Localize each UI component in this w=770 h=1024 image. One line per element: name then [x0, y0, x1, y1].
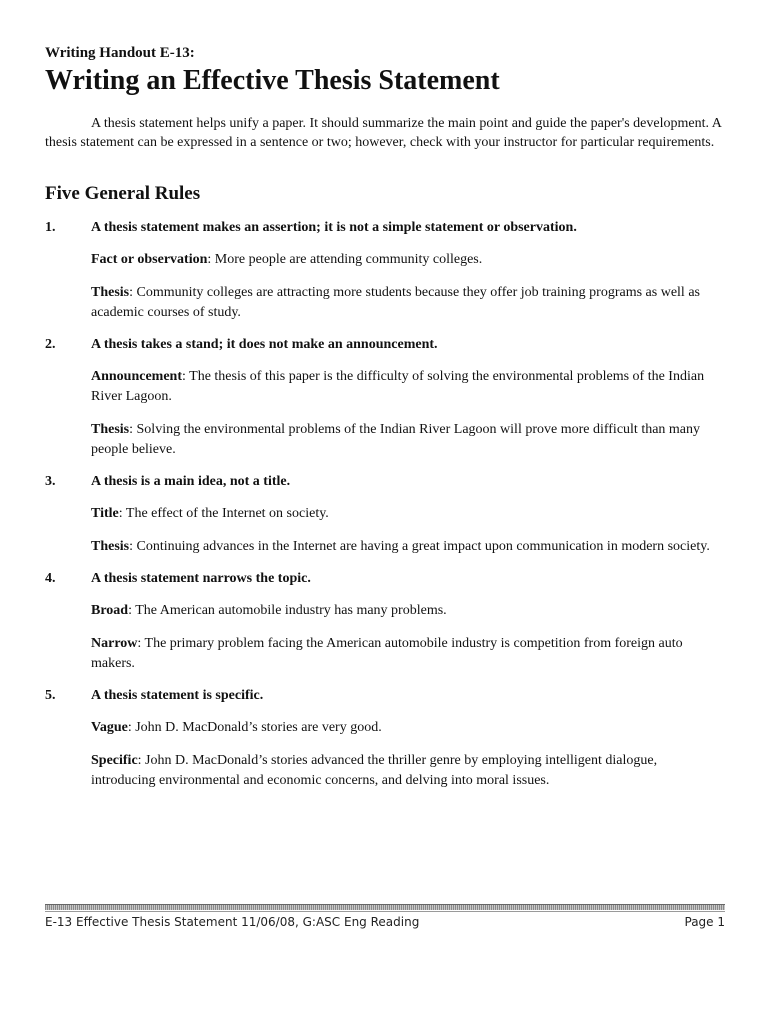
rules-list — [45, 218, 725, 791]
example-text: : Continuing advances in the Internet are having a great impact upon communication in modern society. — [129, 539, 710, 554]
rule-heading: A thesis statement narrows the topic. — [91, 571, 311, 586]
example-label: Title — [91, 506, 119, 521]
example-text: : John D. MacDonald’s stories advanced the thriller genre by employing intelligent dialogue, introducing environmental and economic concerns, and delving into moral issues. — [91, 753, 658, 788]
example-text: : The effect of the Internet on society. — [118, 506, 329, 521]
example-text: : Community colleges are attracting more students because they offer job training programs as well as academic courses of study. — [91, 285, 700, 320]
rule-item — [45, 218, 725, 323]
rule-item — [45, 472, 725, 557]
rule-number: 2. — [45, 337, 56, 352]
footer-divider-thin — [45, 911, 725, 912]
example-label: Announcement — [91, 369, 183, 384]
rule-example — [91, 634, 725, 674]
example-label: Broad — [91, 603, 129, 618]
example-label: Narrow — [91, 636, 138, 651]
rule-example — [91, 718, 725, 738]
document-page — [45, 44, 725, 803]
rule-example — [91, 537, 725, 557]
example-text: : The thesis of this paper is the difficulty of solving the environmental problems of the Indian River Lagoon. — [91, 369, 705, 404]
footer-document-info: E-13 Effective Thesis Statement 11/06/08, G:ASC Eng Reading — [45, 915, 420, 929]
handout-label: Writing Handout E-13: — [45, 45, 195, 61]
example-label: Vague — [91, 720, 128, 735]
rule-example — [91, 751, 725, 791]
rule-example — [91, 420, 725, 460]
page-title: Writing an Effective Thesis Statement — [45, 65, 500, 96]
rule-example — [91, 504, 725, 524]
example-label: Thesis — [91, 422, 130, 437]
rule-number: 5. — [45, 688, 56, 703]
example-text: : John D. MacDonald’s stories are very good. — [127, 720, 382, 735]
example-label: Specific — [91, 753, 138, 768]
rule-item — [45, 335, 725, 460]
rule-heading: A thesis statement is specific. — [91, 688, 264, 703]
footer-page-number: Page 1 — [684, 915, 725, 929]
rule-item — [45, 686, 725, 791]
rule-heading: A thesis is a main idea, not a title. — [91, 474, 291, 489]
rule-example — [91, 601, 725, 621]
example-text: : More people are attending community colleges. — [207, 252, 483, 267]
footer-divider — [45, 904, 725, 910]
example-label: Thesis — [91, 285, 130, 300]
example-text: : The primary problem facing the American automobile industry is competition from foreign auto makers. — [91, 636, 683, 671]
rule-item — [45, 569, 725, 674]
example-label: Thesis — [91, 539, 130, 554]
rule-example — [91, 283, 725, 323]
rule-heading: A thesis statement makes an assertion; it is not a simple statement or observation. — [91, 220, 577, 235]
rule-example — [91, 367, 725, 407]
rule-number: 3. — [45, 474, 56, 489]
example-text: : Solving the environmental problems of the Indian River Lagoon will prove more difficult than many people believe. — [91, 422, 701, 457]
rule-number: 1. — [45, 220, 56, 235]
rule-example — [91, 250, 725, 270]
intro-paragraph: A thesis statement helps unify a paper. It should summarize the main point and guide the paper's development. A thesis statement can be expressed in a sentence or two; however, check with your instructor for particular requirements. — [45, 116, 722, 150]
rule-number: 4. — [45, 571, 56, 586]
section-heading: Five General Rules — [45, 183, 201, 204]
rule-heading: A thesis takes a stand; it does not make an announcement. — [91, 337, 438, 352]
example-label: Fact or observation — [91, 252, 208, 267]
example-text: : The American automobile industry has many problems. — [128, 603, 447, 618]
